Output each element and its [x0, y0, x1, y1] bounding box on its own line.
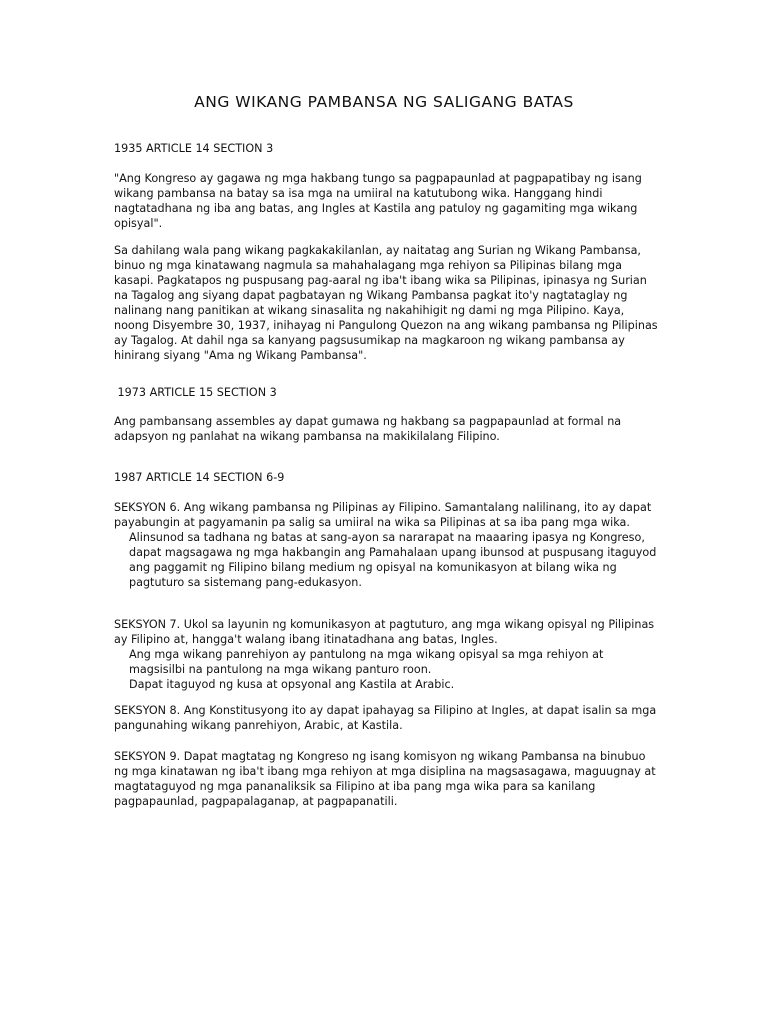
section-6 [114, 500, 659, 590]
heading-1987: 1987 ARTICLE 14 SECTION 6-9 [114, 471, 285, 484]
heading-1973-text: 1973 ARTICLE 15 SECTION 3 [114, 386, 277, 399]
heading-1935: 1935 ARTICLE 14 SECTION 3 [114, 142, 274, 155]
section-9: SEKSYON 9. Dapat magtatag ng Kongreso ng isang komisyon ng wikang Pambansa na binubuo ng mga kinatawan ng iba't ibang mga rehiyon at mga disiplina na magsasagawa, maguugnay at magtataguyod ng mga pananaliksik sa Filipino at iba pang mga wika para sa kanilang pagpapaunlad, pagpapalaganap, at pagpapanatili. [114, 750, 656, 808]
paragraph-1935-quote: "Ang Kongreso ay gagawa ng mga hakbang tungo sa pagpapaunlad at pagpapatibay ng isang wikang pambansa na batay sa isa mga na umiiral na katutubong wika. Hanggang hindi nagtatadhana ng iba ang batas, ang Ingles at Kastila ang patuloy ng gagamiting mga wikang opisyal". [114, 172, 642, 230]
section-7-para-2: Ang mga wikang panrehiyon ay pantulong na mga wikang opisyal sa mga rehiyon at magsisilbi na pantulong na mga wikang panturo roon. [129, 648, 604, 676]
section-7 [114, 617, 659, 692]
heading-1973 [114, 385, 659, 400]
section-6-para-1: SEKSYON 6. Ang wikang pambansa ng Pilipinas ay Filipino. Samantalang nalilinang, ito ay dapat payabungin at pagyamanin pa salig sa umiiral na wika sa Pilipinas at sa iba pang mga wika. [114, 501, 652, 529]
paragraph-1935-history: Sa dahilang wala pang wikang pagkakakilanlan, ay naitatag ang Surian ng Wikang Pambansa, binuo ng mga kinatawang nagmula sa mahahalagang mga rehiyon sa Pilipinas bilang mga kasapi. Pagkatapos ng puspusang pag-aaral ng iba't ibang wika sa Pilipinas, ipinasya ng Surian na Tagalog ang siyang dapat pagbatayan ng Wikang Pambansa pagkat ito'y nagtataglay ng nalinang nang panitikan at wikang sinasalita ng nakahihigit ng dami ng mga Pilipino. Kaya, noong Disyembre 30, 1937, inihayag ni Pangulong Quezon na ang wikang pambansa ng Pilipinas ay Tagalog. At dahil nga sa kanyang pagsusumikap na magkaroon ng wikang pambansa ay hinirang siyang "Ama ng Wikang Pambansa". [114, 244, 658, 362]
section-7-para-1: SEKSYON 7. Ukol sa layunin ng komunikasyon at pagtuturo, ang mga wikang opisyal ng Pilipinas ay Filipino at, hangga't walang ibang itinatadhana ang batas, Ingles. [114, 618, 655, 646]
section-6-para-2: Alinsunod sa tadhana ng batas at sang-ayon sa nararapat na maaaring ipasya ng Kongreso, dapat magsagawa ng mga hakbangin ang Pamahalaan upang ibunsod at puspusang itaguyod ang paggamit ng Filipino bilang medium ng opisyal na komunikasyon at bilang wika ng pagtuturo sa sistemang pang-edukasyon. [129, 531, 657, 589]
section-8: SEKSYON 8. Ang Konstitusyong ito ay dapat ipahayag sa Filipino at Ingles, at dapat isalin sa mga pangunahing wikang panrehiyon, Arabic, at Kastila. [114, 704, 657, 732]
page-title: ANG WIKANG PAMBANSA NG SALIGANG BATAS [194, 93, 574, 111]
section-7-para-3: Dapat itaguyod ng kusa at opsyonal ang Kastila at Arabic. [129, 678, 455, 691]
paragraph-1973: Ang pambansang assembles ay dapat gumawa ng hakbang sa pagpapaunlad at formal na adapsyon ng panlahat na wikang pambansa na makikilalang Filipino. [114, 415, 622, 443]
